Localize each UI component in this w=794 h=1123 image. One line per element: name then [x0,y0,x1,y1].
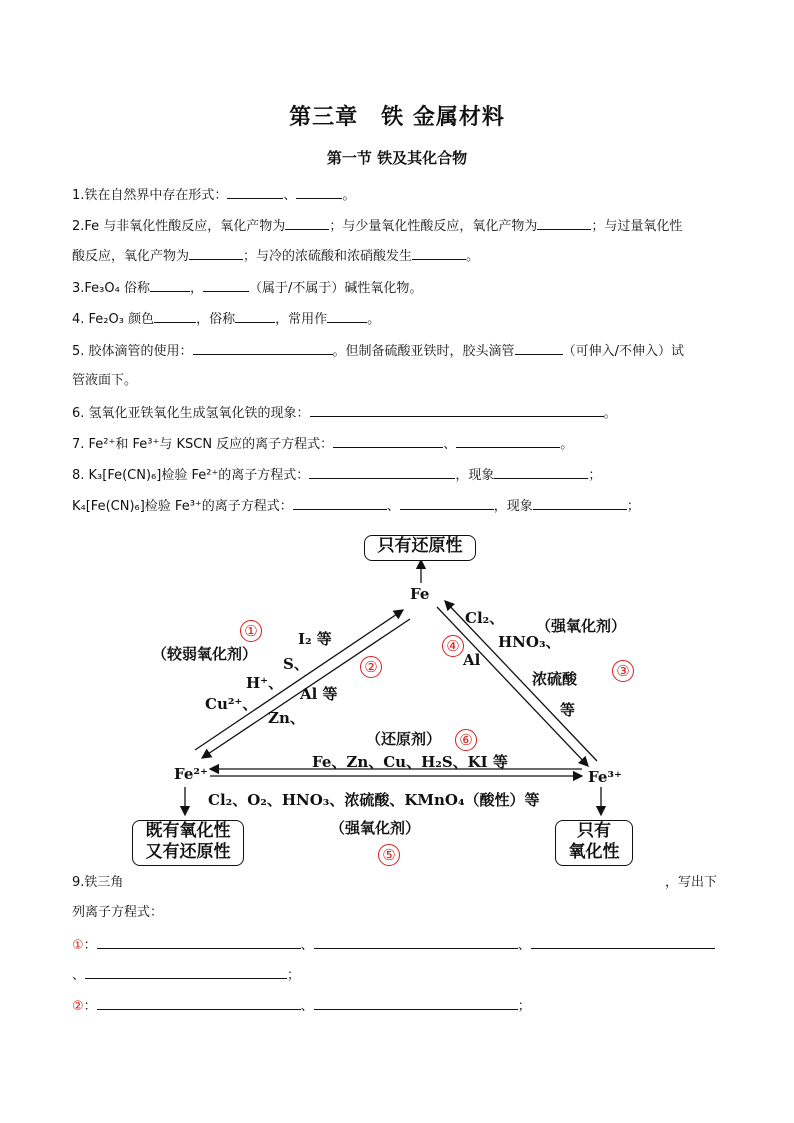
label-conc-h2so4: 浓硫酸 [532,670,578,688]
q6-text-a: 6. 氢氧化亚铁氧化生成氢氧化铁的现象： [72,406,310,421]
q4-text-a: 4. Fe₂O₃ 颜色 [72,312,155,327]
circle-4: ④ [442,635,464,657]
q3-blank-1[interactable] [150,278,190,292]
question-4 [72,309,380,329]
box-both-line-1: 既有氧化性 [145,821,231,841]
answer-1-label: ① [72,938,84,953]
q1-blank-2[interactable] [296,185,342,199]
box-both [132,820,244,866]
label-cl2: Cl₂、 [465,609,505,627]
page-title: 第三章 铁 金属材料 [289,104,505,130]
question-9-line-1 [72,874,123,892]
q5-text-b: 。但制备硫酸亚铁时，胶头滴管 [332,344,515,359]
q3-text-b: （属于/不属于）碱性氧化物。 [248,281,423,296]
circle-6: ⑥ [455,729,477,751]
answer-2-colon: ： [83,999,97,1014]
q1-blank-1[interactable] [227,185,283,199]
question-9-line-2 [72,904,163,922]
q8-end2: ； [626,499,640,514]
q3-blank-2[interactable] [203,278,249,292]
label-cu: Cu²⁺、 [205,695,258,713]
q8-text-b: ，现象 [455,468,495,483]
ans1-blank-1[interactable] [97,935,301,949]
answer-1-line-1 [72,935,715,955]
q8-text-c: K₄[Fe(CN)₆]检验 Fe³⁺的离子方程式： [72,499,293,514]
q2-text-d: 酸反应，氧化产物为 [72,249,190,264]
label-deng: 等 [560,701,576,719]
q5-blank-1[interactable] [193,341,333,355]
q2-blank-4[interactable] [412,246,466,260]
label-reductant: （还原剂） [366,730,442,748]
q2-blank-3[interactable] [189,246,243,260]
q7-end: 。 [560,437,574,452]
ans1-sep-3: 、 [72,968,86,983]
ans2-sep: 、 [300,999,314,1014]
node-fe: Fe [410,585,430,603]
question-9-line-1-tail [665,874,717,892]
circle-1: ① [240,620,262,642]
ans1-blank-4[interactable] [85,965,287,979]
question-3 [72,278,422,298]
q2-text-a: 2.Fe 与非氧化性酸反应，氧化产物为 [72,219,286,234]
label-zn: Zn、 [268,709,305,727]
q7-sep: 、 [443,437,457,452]
q6-blank-1[interactable] [310,403,604,417]
q2-end: 。 [466,249,480,264]
q9-text-c: 列离子方程式： [72,905,164,920]
q9-text-b: ，写出下 [665,875,718,890]
ans1-blank-3[interactable] [531,935,715,949]
node-fe2: Fe²⁺ [174,765,208,783]
q7-text-a: 7. Fe²⁺和 Fe³⁺与 KSCN 反应的离子方程式： [72,437,334,452]
box-only-reducing: 只有还原性 [364,535,476,561]
q8-blank-3[interactable] [293,496,387,510]
q3-sep: ， [189,281,203,296]
label-strong-oxidant: （强氧化剂） [536,617,627,635]
question-1 [72,185,355,205]
label-s: S、 [283,655,309,673]
q7-blank-1[interactable] [333,434,443,448]
iron-triangle-diagram [140,525,670,875]
box-oxid-line-1: 只有 [577,821,611,841]
q8-end: ； [588,468,602,483]
ans1-end: ； [287,968,301,983]
node-fe3: Fe³⁺ [588,768,622,786]
question-8-line-2 [72,496,640,516]
ans2-blank-1[interactable] [97,996,301,1010]
label-weak-oxidant: （较弱氧化剂） [152,645,258,663]
q4-blank-2[interactable] [235,309,275,323]
ans1-sep-1: 、 [300,938,314,953]
q8-sep: 、 [386,499,400,514]
q9-text-a: 9.铁三角 [72,875,124,890]
ans1-blank-2[interactable] [314,935,518,949]
q8-blank-4[interactable] [400,496,494,510]
q4-blank-1[interactable] [154,309,196,323]
q8-blank-5[interactable] [533,496,627,510]
circle-3: ③ [612,660,634,682]
answer-1-line-2 [72,965,300,985]
question-2-line-2 [72,246,479,266]
label-strong-oxidant-2: （强氧化剂） [330,819,421,837]
question-5-line-1 [72,341,684,361]
answer-2-line [72,996,531,1016]
q3-text-a: 3.Fe₃O₄ 俗称 [72,281,150,296]
label-hno3: HNO₃、 [498,633,561,651]
answer-1-colon: ： [83,938,97,953]
section-subtitle: 第一节 铁及其化合物 [326,149,468,167]
q1-end: 。 [342,188,356,203]
label-i2: I₂ 等 [298,630,332,648]
label-al-eq: Al 等 [300,685,338,703]
label-h: H⁺、 [246,674,284,692]
q1-sep: 、 [283,188,297,203]
q2-text-b: ；与少量氧化性酸反应，氧化产物为 [329,219,538,234]
box-both-line-2: 又有还原性 [145,842,231,862]
q8-blank-1[interactable] [309,465,455,479]
q8-text-a: 8. K₃[Fe(CN)₆]检验 Fe²⁺的离子方程式： [72,468,310,483]
q5-blank-2[interactable] [515,341,563,355]
q4-blank-3[interactable] [327,309,367,323]
q2-text-e: ；与冷的浓硫酸和浓硝酸发生 [243,249,413,264]
question-5-line-2 [72,372,137,390]
label-al: Al [463,651,481,669]
q4-end: 。 [367,312,381,327]
question-2-line-1 [72,216,682,236]
question-7 [72,434,573,454]
q5-text-a: 5. 胶体滴管的使用： [72,344,193,359]
q8-blank-2[interactable] [494,465,588,479]
question-6 [72,403,617,423]
q4-text-b: ，俗称 [196,312,236,327]
ans2-blank-2[interactable] [314,996,518,1010]
box-oxid-line-2: 氧化性 [568,842,620,862]
q7-blank-2[interactable] [456,434,560,448]
answer-2-label: ② [72,999,84,1014]
q4-text-c: ，常用作 [275,312,328,327]
ans1-sep-2: 、 [517,938,531,953]
q2-blank-1[interactable] [285,216,329,230]
q1-text: 1.铁在自然界中存在形式： [72,188,228,203]
question-8-line-1 [72,465,601,485]
q6-end: 。 [603,406,617,421]
q2-blank-2[interactable] [537,216,591,230]
q5-text-d: 管液面下。 [72,373,138,388]
q2-text-c: ；与过量氧化性 [591,219,683,234]
q8-text-d: ，现象 [493,499,533,514]
label-oxidant-list: Cl₂、O₂、HNO₃、浓硫酸、KMnO₄（酸性）等 [208,791,540,809]
label-reductant-list: Fe、Zn、Cu、H₂S、KI 等 [312,753,508,771]
ans2-end: ； [517,999,531,1014]
q5-text-c: （可伸入/不伸入）试 [562,344,684,359]
circle-2: ② [360,656,382,678]
box-only-oxidizing [555,820,633,866]
circle-5: ⑤ [378,844,400,866]
